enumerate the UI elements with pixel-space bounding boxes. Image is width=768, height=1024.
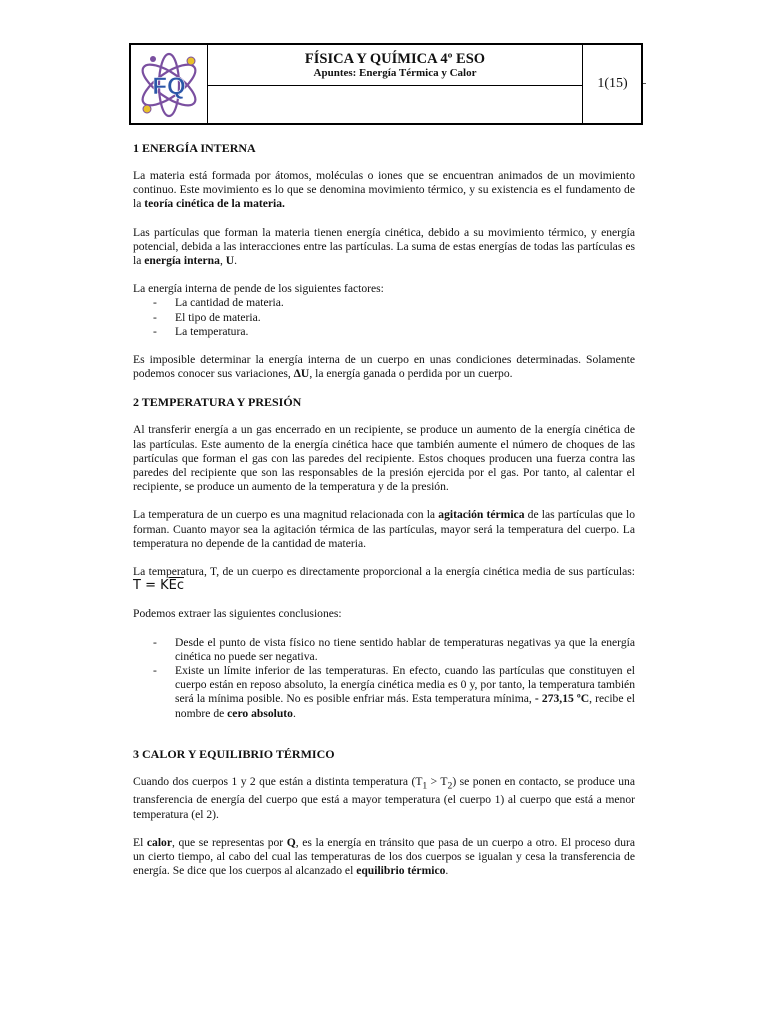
section-2-heading: 2 TEMPERATURA Y PRESIÓN	[133, 395, 302, 410]
list-item: - El tipo de materia.	[153, 310, 261, 324]
formula-lhs: T = K	[133, 578, 169, 594]
fq-atom-logo	[131, 45, 207, 123]
bold-term: energía interna	[144, 254, 220, 268]
bold-term: ΔU	[293, 367, 310, 381]
paragraph: Al transferir energía a un gas encerrado en un recipiente, se produce un aumento de la energía cinética de las partículas. Este aumento de la energía cinética hace que también aumente el número de choques de las partículas que forman el gas con las paredes del recipiente. Estos choques producen una fuerza contra las paredes del recipiente que son las responsables de la presión ejercida por el gas. Por tanto, al calentar el recipiente, se produce un aumento de la temperatura y de la presión.	[133, 423, 635, 494]
bold-term: Q	[286, 835, 296, 849]
logo-text: FQ	[152, 73, 186, 100]
text-run: ,	[219, 254, 226, 268]
subscript: 1	[422, 780, 428, 792]
text-run: Es imposible determinar la energía interna de un cuerpo en unas condiciones determinadas. Solamente podemos conocer sus variaciones,	[133, 353, 635, 381]
list-item: - La cantidad de materia.	[153, 296, 284, 310]
paragraph: Podemos extraer las siguientes conclusiones:	[133, 607, 342, 621]
text-run: .	[234, 254, 238, 268]
list-item-text: Desde el punto de vista físico no tiene sentido hablar de temperaturas negativas ya que la energía cinética no puede ser negativa.	[175, 635, 635, 663]
text-run: .	[445, 864, 449, 878]
title-cell	[208, 45, 582, 86]
bold-term: U	[225, 254, 235, 268]
blank-cell	[208, 86, 582, 123]
bold-term: teoría cinética de la materia.	[144, 197, 285, 211]
text-run: , es la energía en tránsito que pasa de un cuerpo a otro. El proceso dura un cierto tiempo, al cabo del cual las temperaturas de los dos cuerpos se igualan y cesa la transferencia de energía. Se dice que los cuerpos al alcanzado el	[133, 835, 636, 878]
paragraph	[133, 565, 635, 593]
paragraph: La energía interna de pende de los siguientes factores:	[133, 282, 384, 296]
text-run: Las partículas que forman la materia tienen energía cinética, debido a su movimiento térmico, y energía potencial, debida a las interacciones entre las partículas. La suma de estas energías de todas las partículas es la	[133, 225, 635, 268]
subscript: 2	[447, 780, 453, 792]
factors-list	[133, 296, 635, 339]
paragraph	[133, 836, 635, 879]
text-run: El	[133, 835, 147, 849]
text-run: de las partículas que lo forman. Cuanto mayor sea la agitación térmica de las partículas, mayor será la temperatura del cuerpo. La temperatura no depende de la cantidad de materia.	[133, 508, 635, 550]
document-title: FÍSICA Y QUÍMICA 4º ESO	[304, 51, 486, 67]
text-run: Cuando dos cuerpos 1 y 2 que están a distinta temperatura (T	[133, 774, 423, 788]
text-run: , que se representas por	[171, 835, 287, 849]
paragraph	[133, 353, 635, 381]
text-run: La materia está formada por átomos, moléculas o iones que se encuentran animados de un movimiento continuo. Este movimiento es lo que se denomina movimiento térmico, y su existencia es el fundamento de la	[133, 169, 635, 211]
text-run: , la energía ganada o perdida por un cuerpo.	[309, 367, 513, 381]
document-subtitle: Apuntes: Energía Térmica y Calor	[313, 67, 477, 79]
bold-term: calor	[146, 835, 172, 849]
text-run: , recibe el nombre de	[175, 692, 635, 720]
list-item-text: Existe un límite inferior de las temperaturas. En efecto, cuando las partículas que constituyen el cuerpo están en reposo absoluto, la energía cinética media es 0 y, por tanto, la temperatura también será la mínima posible. No es posible enfriar más. Esta temperatura mínima,	[175, 664, 635, 706]
text-run: .	[292, 706, 296, 720]
header-table	[129, 43, 643, 125]
bold-term: - 273,15 ºC	[534, 692, 590, 706]
list-item-text: La cantidad de materia.	[175, 296, 284, 310]
list-item-text: El tipo de materia.	[175, 310, 261, 324]
paragraph	[133, 226, 635, 269]
formula-mean-ec: $\overline{Ec}$	[168, 578, 184, 594]
section-1-heading: 1 ENERGÍA INTERNA	[133, 141, 256, 155]
text-run: ) se ponen en contacto, se produce una transferencia de energía del cuerpo que está a mayor temperatura (el cuerpo 1) al cuerpo que está a menor temperatura (el 2).	[133, 774, 635, 821]
conclusions-list	[133, 636, 635, 721]
text-run: La temperatura, T, de un cuerpo es directamente proporcional a la energía cinética media de sus partículas:	[133, 565, 635, 579]
list-item: - Existe un límite inferior de las temperaturas. En efecto, cuando las partículas que constituyen el cuerpo están en reposo absoluto, la energía cinética media es 0 y, por tanto, la temperatura también será la mínima posible. No es posible enfriar más. Esta temperatura mínima, - 273,15 ºC, recibe el nombre de cero absoluto.	[153, 664, 635, 720]
document-body	[133, 141, 635, 892]
paragraph	[133, 169, 635, 212]
margin-mark	[643, 83, 646, 84]
section-3-heading: 3 CALOR Y EQUILIBRIO TÉRMICO	[133, 746, 335, 761]
paragraph	[133, 508, 635, 551]
list-item-text: La temperatura.	[175, 324, 249, 338]
bold-term: agitación térmica	[438, 508, 525, 522]
list-item: - La temperatura.	[153, 324, 249, 338]
logo-cell	[131, 45, 208, 123]
temperature-formula	[133, 578, 184, 593]
paragraph	[133, 775, 635, 822]
text-run: La temperatura de un cuerpo es una magnitud relacionada con la	[133, 508, 439, 522]
bold-term: cero absoluto	[227, 706, 293, 720]
bold-term: equilibrio térmico	[356, 864, 446, 878]
list-item: - Desde el punto de vista físico no tiene sentido hablar de temperaturas negativas ya que la energía cinética no puede ser negativa.	[153, 635, 635, 663]
text-run: > T	[427, 774, 448, 788]
page-number: 1(15)	[582, 45, 642, 123]
